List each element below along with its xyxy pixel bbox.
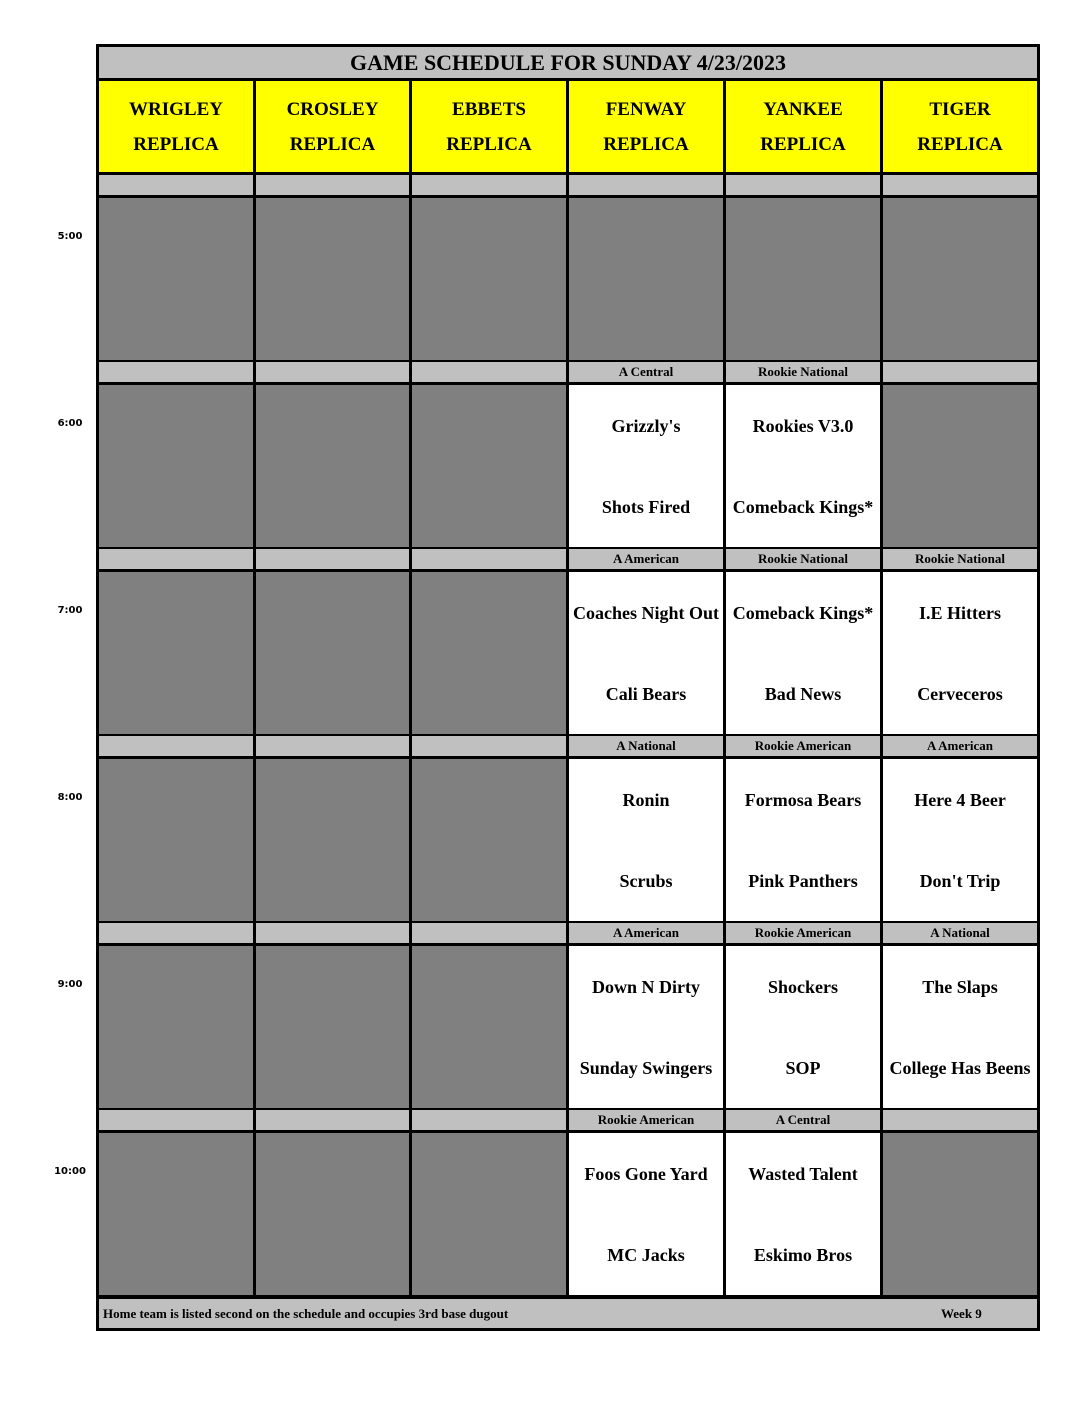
away-team: I.E Hitters: [919, 602, 1001, 623]
game-cell: [883, 572, 1037, 734]
division-label: [412, 1110, 566, 1130]
venue-subtitle: REPLICA: [446, 133, 532, 155]
game-cell: [726, 385, 880, 547]
venue-header-crosley: [256, 81, 409, 172]
away-team: Formosa Bears: [744, 789, 862, 810]
game-cell: [569, 385, 723, 547]
time-label: 6:00: [57, 418, 83, 429]
game-cell: [726, 759, 880, 921]
away-team: The Slaps: [922, 976, 998, 997]
home-team: College Has Beens: [889, 1057, 1031, 1078]
division-label: Rookie National: [726, 362, 880, 382]
home-team: SOP: [785, 1057, 821, 1078]
away-team: Wasted Talent: [748, 1163, 858, 1184]
division-label: A American: [569, 549, 723, 569]
division-label: [99, 175, 253, 195]
division-label: Rookie American: [569, 1110, 723, 1130]
empty-cell: [569, 198, 723, 360]
empty-cell: [99, 1133, 253, 1295]
division-label: [99, 923, 253, 943]
division-label: Rookie National: [726, 549, 880, 569]
time-label: 10:00: [54, 1166, 86, 1177]
venue-header-tiger: [883, 81, 1037, 172]
game-cell: [726, 572, 880, 734]
empty-cell: [726, 198, 880, 360]
home-team: Scrubs: [619, 870, 673, 891]
division-label: [256, 736, 409, 756]
division-label: [256, 549, 409, 569]
empty-cell: [256, 572, 409, 734]
away-team: Foos Gone Yard: [584, 1163, 708, 1184]
footer-note: Home team is listed second on the schedule and occupies 3rd base dugout: [103, 1305, 509, 1321]
empty-cell: [412, 946, 566, 1108]
division-label: [412, 175, 566, 195]
home-team: Cali Bears: [605, 683, 687, 704]
venue-header-fenway: [569, 81, 723, 172]
venue-name: CROSLEY: [286, 98, 379, 120]
empty-cell: [412, 385, 566, 547]
time-label: 8:00: [57, 792, 83, 803]
division-label: Rookie American: [726, 736, 880, 756]
empty-cell: [883, 385, 1037, 547]
away-team: Here 4 Beer: [914, 789, 1006, 810]
away-team: Rookies V3.0: [752, 415, 854, 436]
empty-cell: [412, 759, 566, 921]
away-team: Coaches Night Out: [572, 602, 719, 623]
empty-cell: [99, 385, 253, 547]
venue-name: WRIGLEY: [129, 98, 223, 120]
game-cell: [569, 572, 723, 734]
empty-cell: [256, 759, 409, 921]
venue-name: YANKEE: [763, 98, 843, 120]
home-team: Bad News: [764, 683, 842, 704]
home-team: Sunday Swingers: [579, 1057, 713, 1078]
home-team: Eskimo Bros: [753, 1244, 853, 1265]
empty-cell: [256, 385, 409, 547]
away-team: Ronin: [622, 789, 670, 810]
division-label: [99, 1110, 253, 1130]
away-team: Grizzly's: [611, 415, 681, 436]
time-label: 5:00: [57, 231, 83, 242]
game-cell: [726, 1133, 880, 1295]
away-team: Down N Dirty: [592, 976, 700, 997]
empty-cell: [99, 759, 253, 921]
empty-cell: [256, 1133, 409, 1295]
empty-cell: [412, 572, 566, 734]
division-label: A National: [569, 736, 723, 756]
venue-name: FENWAY: [605, 98, 687, 120]
game-cell: [883, 946, 1037, 1108]
division-label: [412, 923, 566, 943]
empty-cell: [883, 198, 1037, 360]
division-label: [883, 1110, 1037, 1130]
division-label: A Central: [726, 1110, 880, 1130]
division-label: [412, 736, 566, 756]
division-label: [256, 362, 409, 382]
division-label: [569, 175, 723, 195]
division-label: [256, 1110, 409, 1130]
empty-cell: [99, 946, 253, 1108]
week-label: Week 9: [941, 1305, 982, 1321]
venue-header-ebbets: [412, 81, 566, 172]
division-label: A American: [569, 923, 723, 943]
schedule-table: [96, 44, 1040, 1331]
game-cell: [569, 759, 723, 921]
home-team: Don't Trip: [919, 870, 1001, 891]
venue-subtitle: REPLICA: [289, 133, 376, 155]
time-label: 9:00: [57, 979, 83, 990]
division-label: [99, 736, 253, 756]
division-label: [883, 362, 1037, 382]
away-team: Comeback Kings*: [732, 602, 874, 623]
home-team: Shots Fired: [601, 496, 691, 517]
empty-cell: [256, 198, 409, 360]
empty-cell: [412, 198, 566, 360]
game-cell: [569, 1133, 723, 1295]
venue-subtitle: REPLICA: [760, 133, 846, 155]
empty-cell: [99, 198, 253, 360]
division-label: [883, 175, 1037, 195]
division-label: A Central: [569, 362, 723, 382]
empty-cell: [412, 1133, 566, 1295]
game-cell: [883, 759, 1037, 921]
schedule-title: GAME SCHEDULE FOR SUNDAY 4/23/2023: [99, 47, 1037, 78]
venue-name: EBBETS: [452, 98, 526, 120]
game-cell: [569, 946, 723, 1108]
venue-header-wrigley: [99, 81, 253, 172]
venue-subtitle: REPLICA: [917, 133, 1003, 155]
division-label: [412, 362, 566, 382]
division-label: [99, 362, 253, 382]
empty-cell: [256, 946, 409, 1108]
home-team: Pink Panthers: [748, 870, 858, 891]
division-label: A American: [883, 736, 1037, 756]
home-team: Cerveceros: [917, 683, 1003, 704]
empty-cell: [99, 572, 253, 734]
home-team: Comeback Kings*: [732, 496, 874, 517]
game-cell: [726, 946, 880, 1108]
venue-subtitle: REPLICA: [603, 133, 689, 155]
division-label: A National: [883, 923, 1037, 943]
empty-cell: [883, 1133, 1037, 1295]
division-label: [256, 923, 409, 943]
home-team: MC Jacks: [607, 1244, 685, 1265]
venue-header-yankee: [726, 81, 880, 172]
venue-subtitle: REPLICA: [133, 133, 219, 155]
division-label: [412, 549, 566, 569]
division-label: Rookie National: [883, 549, 1037, 569]
division-label: [99, 549, 253, 569]
venue-name: TIGER: [929, 98, 991, 120]
division-label: [256, 175, 409, 195]
division-label: [726, 175, 880, 195]
away-team: Shockers: [767, 976, 838, 997]
footer-bar: [99, 1299, 1037, 1328]
division-label: Rookie American: [726, 923, 880, 943]
time-label: 7:00: [57, 605, 83, 616]
